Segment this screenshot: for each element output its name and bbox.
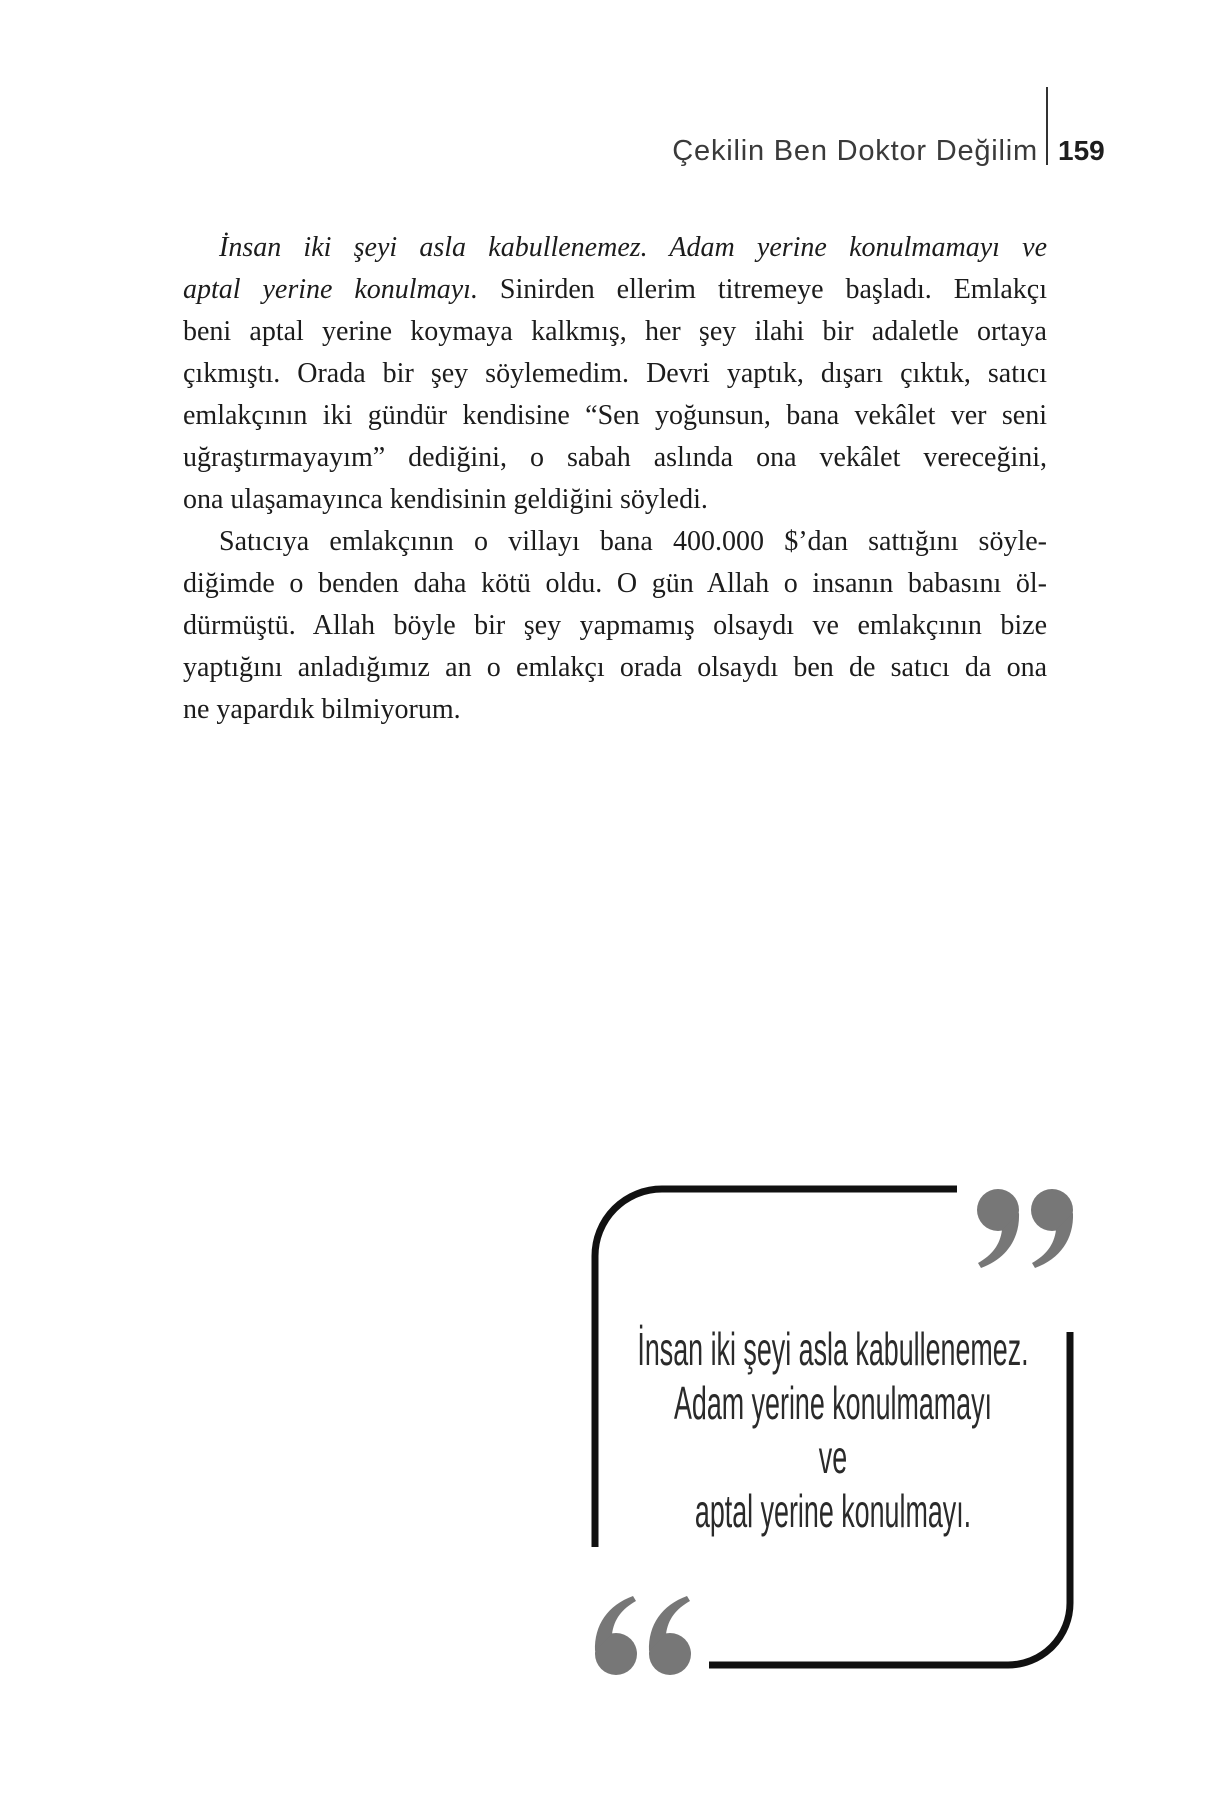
line-text: çıkmıştı. Orada bir şey söylemedim. Devri yaptık, dışarı çıktık, satıcı [183,358,1047,389]
line-text: ona ulaşamayınca kendisinin geldiğini söyledi. [183,484,708,515]
pull-quote-line: İnsan iki şeyi asla kabullenemez. [637,1323,1029,1375]
line-text: beni aptal yerine koymaya kalkmış, her şey ilahi bir adaletle ortaya [183,316,1047,347]
emphasis-text: İnsan iki şeyi asla kabullenemez. Adam yerine konulmamayı ve [219,232,1047,263]
pull-quote-text [629,1322,1038,1538]
body-line [183,563,1047,605]
pull-quote-line: Adam yerine konulmamayı [673,1377,993,1429]
header-divider [1046,87,1048,165]
body-line [183,311,1047,353]
paragraph [183,521,1047,731]
body-line [219,521,1047,563]
body-line [183,269,1047,311]
emphasis-text: aptal yerine konulmayı. [183,274,478,305]
body-line [183,353,1047,395]
line-text: ne yapardık bilmiyorum. [183,694,461,725]
line-text: yaptığını anladığımız an o emlakçı orada olsaydı ben de satıcı da ona [183,652,1047,683]
line-text: uğraştırmayayım” dediğini, o sabah aslında ona vekâlet vereceğini, [183,442,1047,473]
line-text: diğimde o benden daha kötü oldu. O gün Allah o insanın babasını öl- [183,568,1047,599]
pull-quote-line: ve [818,1431,848,1483]
pull-quote-line: aptal yerine konulmayı. [694,1485,972,1537]
line-text: emlakçının iki gündür kendisine “Sen yoğunsun, bana vekâlet ver seni [183,400,1047,431]
body-line [183,605,1047,647]
page-number: 159 [1058,135,1105,166]
body-text [183,227,1047,731]
line-text: Satıcıya emlakçının o villayı bana 400.000 $’dan sattığını söyle- [219,526,1047,557]
paragraph [183,227,1047,521]
body-line [183,437,1047,479]
body-line [183,689,1047,731]
body-line [183,479,1047,521]
body-line [183,395,1047,437]
body-line [183,647,1047,689]
line-text: Sinirden ellerim titremeye başladı. Emlakçı [499,274,1048,305]
closing-quote-icon [977,1189,1073,1268]
body-line [219,227,1047,269]
opening-quote-icon [595,1596,691,1675]
line-text: dürmüştü. Allah böyle bir şey yapmamış olsaydı ve emlakçının bize [183,610,1047,641]
running-title: Çekilin Ben Doktor Değilim [672,135,1038,167]
